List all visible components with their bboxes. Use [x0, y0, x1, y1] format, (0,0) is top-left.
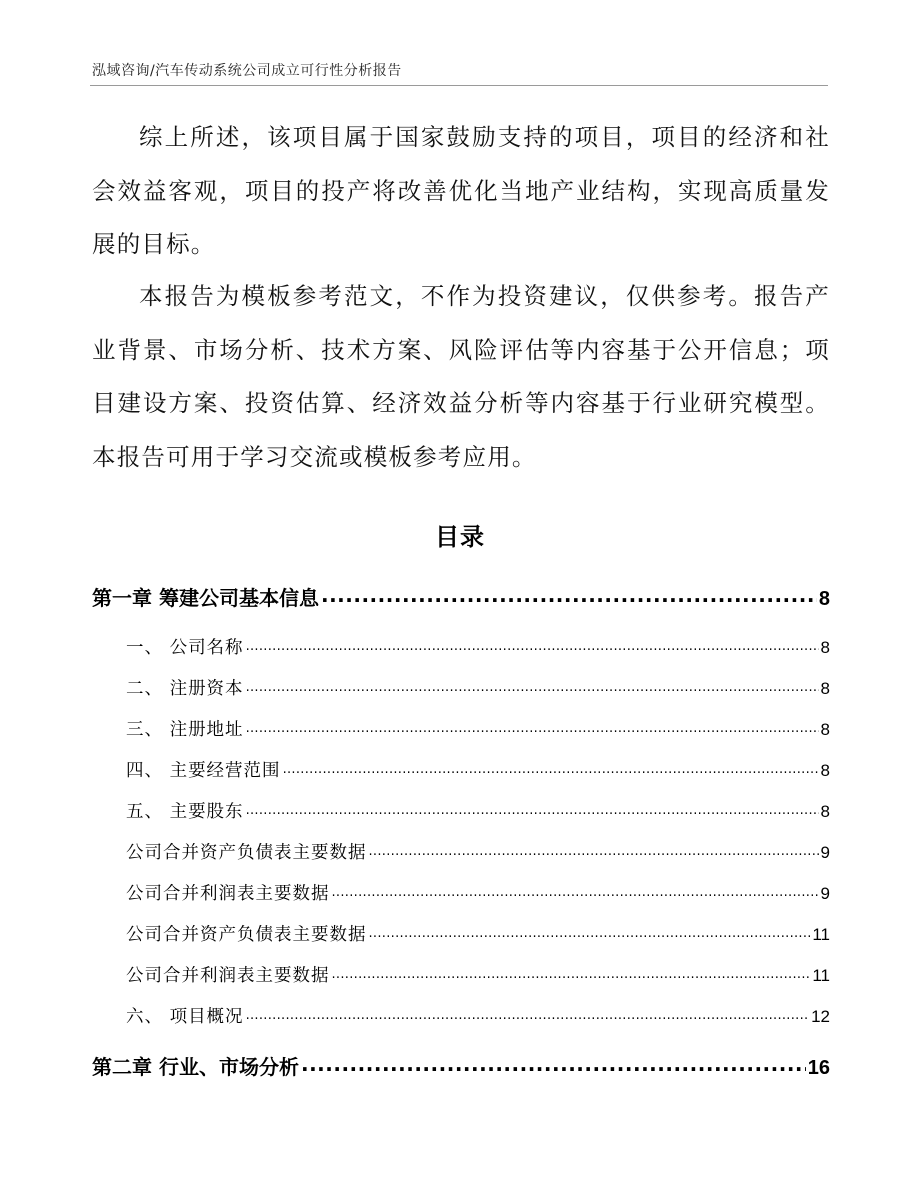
toc-entry-label: 公司合并利润表主要数据 — [126, 884, 330, 904]
toc-entry-section[interactable] — [92, 880, 830, 905]
toc-dot-leader — [321, 585, 817, 605]
toc-entry-section[interactable] — [92, 839, 830, 864]
toc-entry-section[interactable] — [92, 757, 830, 782]
toc-dot-leader — [246, 800, 819, 818]
toc-dot-leader — [246, 1005, 810, 1023]
toc-page-number: 9 — [820, 843, 830, 862]
disclaimer-paragraph: 本报告为模板参考范文，不作为投资建议，仅供参考。报告产业背景、市场分析、技术方案、风险评估等内容基于公开信息；项目建设方案、投资估算、经济效益分析等内容基于行业研究模型。本报告可用于学习交流或模板参考应用。 — [92, 282, 830, 471]
toc-entry-label: 五、 主要股东 — [126, 802, 244, 822]
toc-dot-leader — [332, 882, 819, 900]
toc-title: 目录 — [435, 523, 485, 551]
toc-entry-section[interactable] — [92, 962, 830, 987]
toc-entry-label: 公司合并利润表主要数据 — [126, 966, 330, 986]
toc-dot-leader — [283, 759, 819, 777]
toc-entry-label: 第一章 筹建公司基本信息 — [92, 586, 319, 610]
toc-entry-section[interactable] — [92, 634, 830, 659]
toc-dot-leader — [246, 677, 819, 695]
toc-page-number: 8 — [820, 638, 830, 657]
toc-dot-leader — [246, 718, 819, 736]
toc-dot-leader — [369, 923, 811, 941]
toc-page-number: 11 — [812, 925, 830, 944]
running-header: 泓域咨询/汽车传动系统公司成立可行性分析报告 — [92, 63, 402, 79]
toc-entry-section[interactable] — [92, 798, 830, 823]
toc-page-number: 11 — [812, 966, 830, 985]
toc-page-number: 16 — [807, 1057, 830, 1079]
toc-page-number: 9 — [820, 884, 830, 903]
toc-entry-label: 第二章 行业、市场分析 — [92, 1055, 299, 1079]
header-divider — [90, 85, 828, 86]
toc-entry-label: 二、 注册资本 — [126, 679, 244, 699]
toc-entry-section[interactable] — [92, 921, 830, 946]
toc-entry-label: 公司合并资产负债表主要数据 — [126, 925, 367, 945]
toc-entry-label: 六、 项目概况 — [126, 1007, 244, 1027]
toc-page-number: 8 — [820, 720, 830, 739]
toc-page-number: 8 — [820, 802, 830, 821]
toc-entry-label: 一、 公司名称 — [126, 638, 244, 658]
toc-dot-leader — [332, 964, 811, 982]
summary-paragraph: 综上所述，该项目属于国家鼓励支持的项目，项目的经济和社会效益客观，项目的投产将改善优化当地产业结构，实现高质量发展的目标。 — [92, 123, 830, 258]
toc-entry-label: 三、 注册地址 — [126, 720, 244, 740]
toc-dot-leader — [246, 636, 819, 654]
toc-entry-section[interactable] — [92, 716, 830, 741]
toc-entry-section[interactable] — [92, 1003, 830, 1028]
toc-dot-leader — [301, 1054, 806, 1074]
toc-entry-label: 公司合并资产负债表主要数据 — [126, 843, 367, 863]
toc-entry-chapter[interactable] — [92, 582, 830, 611]
toc-dot-leader — [369, 841, 819, 859]
toc-page-number: 8 — [820, 761, 830, 780]
toc-page-number: 8 — [818, 588, 830, 610]
toc-page-number: 8 — [820, 679, 830, 698]
toc-entry-chapter[interactable] — [92, 1051, 830, 1080]
toc-entry-section[interactable] — [92, 675, 830, 700]
toc-entry-label: 四、 主要经营范围 — [126, 761, 281, 781]
toc-page-number: 12 — [811, 1007, 830, 1026]
